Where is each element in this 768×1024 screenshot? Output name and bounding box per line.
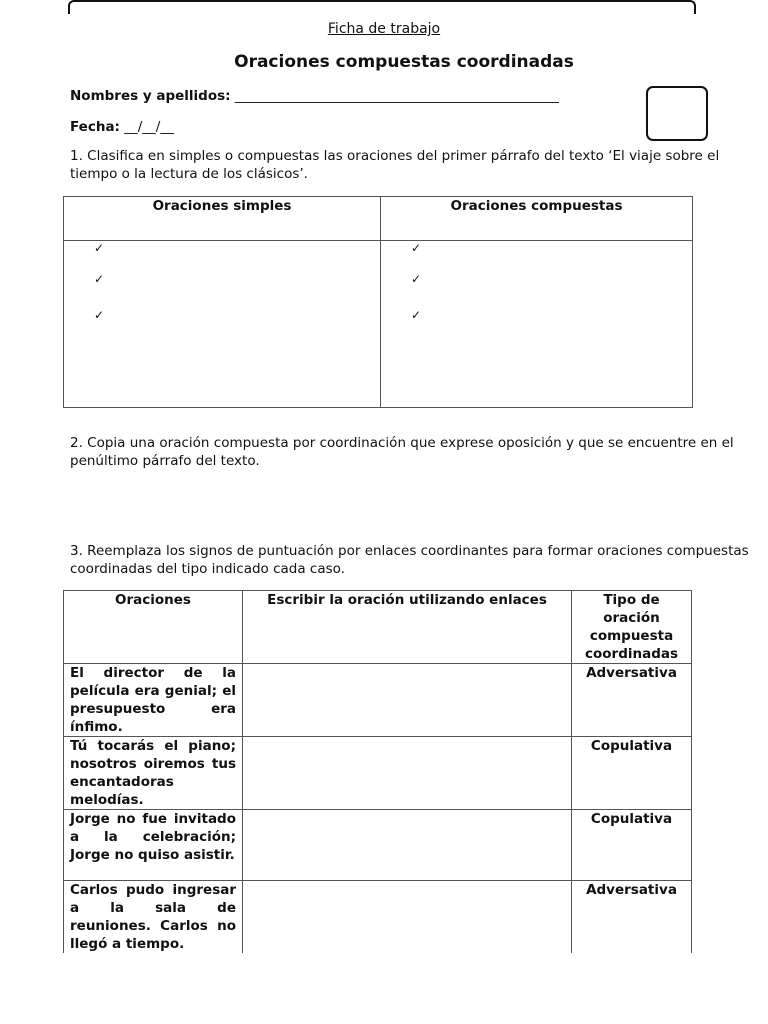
- sentence-cell: Jorge no fue invitado a la celebración; Jorge no quiso asistir.: [64, 810, 243, 881]
- answer-cell[interactable]: [243, 664, 572, 737]
- date-label: Fecha:: [70, 119, 120, 135]
- table-row: [64, 810, 692, 881]
- page-title: Oraciones compuestas coordinadas: [234, 52, 574, 72]
- compound-sentences-cell[interactable]: [381, 241, 693, 408]
- checkmark-icon: ✓: [94, 241, 105, 255]
- answer-cell[interactable]: [243, 810, 572, 881]
- type-cell: Adversativa: [572, 664, 692, 737]
- classification-table: [63, 196, 693, 408]
- checkmark-icon: ✓: [94, 272, 105, 286]
- table-row: [64, 737, 692, 810]
- exercise3-prompt: 3. Reemplaza los signos de puntuación por enlaces coordinantes para formar oraciones compuestas coordinadas del tipo indicado cada caso.: [70, 543, 749, 577]
- names-label: Nombres y apellidos:: [70, 88, 231, 104]
- type-cell: Adversativa: [572, 881, 692, 954]
- header-type: Tipo de oración compuesta coordinadas: [572, 591, 692, 664]
- checkmark-icon: ✓: [411, 272, 422, 286]
- coordination-table: [63, 590, 692, 953]
- exercise1-prompt: 1. Clasifica en simples o compuestas las oraciones del primer párrafo del texto ‘El viaje sobre el tiempo o la lectura de los clásicos’.: [70, 148, 720, 182]
- header-compound-sentences: Oraciones compuestas: [381, 197, 693, 241]
- date-input-line[interactable]: __/__/__: [124, 119, 174, 135]
- checkmark-icon: ✓: [411, 308, 422, 322]
- names-input-line[interactable]: ________________________________________________: [234, 88, 559, 104]
- table-row: [64, 664, 692, 737]
- type-cell: Copulativa: [572, 737, 692, 810]
- worksheet-label: Ficha de trabajo: [327, 21, 441, 37]
- names-field: [70, 88, 559, 104]
- sentence-cell: El director de la película era genial; el presupuesto era ínfimo.: [64, 664, 243, 737]
- sentence-cell: Tú tocarás el piano; nosotros oiremos tus encantadoras melodías.: [64, 737, 243, 810]
- sentence-cell: Carlos pudo ingresar a la sala de reuniones. Carlos no llegó a tiempo.: [64, 881, 243, 954]
- table-row: [64, 881, 692, 954]
- simple-sentences-cell[interactable]: [64, 241, 381, 408]
- type-cell: Copulativa: [572, 810, 692, 881]
- date-field: [70, 119, 174, 135]
- checkmark-icon: ✓: [411, 241, 422, 255]
- grade-box[interactable]: [646, 86, 708, 141]
- header-simple-sentences: Oraciones simples: [64, 197, 381, 241]
- header-rewrite: Escribir la oración utilizando enlaces: [243, 591, 572, 664]
- exercise2-prompt: 2. Copia una oración compuesta por coordinación que exprese oposición y que se encuentre en el penúltimo párrafo del texto.: [70, 435, 734, 469]
- answer-cell[interactable]: [243, 737, 572, 810]
- answer-cell[interactable]: [243, 881, 572, 954]
- checkmark-icon: ✓: [94, 308, 105, 322]
- header-sentences: Oraciones: [64, 591, 243, 664]
- page-frame-top: [68, 0, 696, 14]
